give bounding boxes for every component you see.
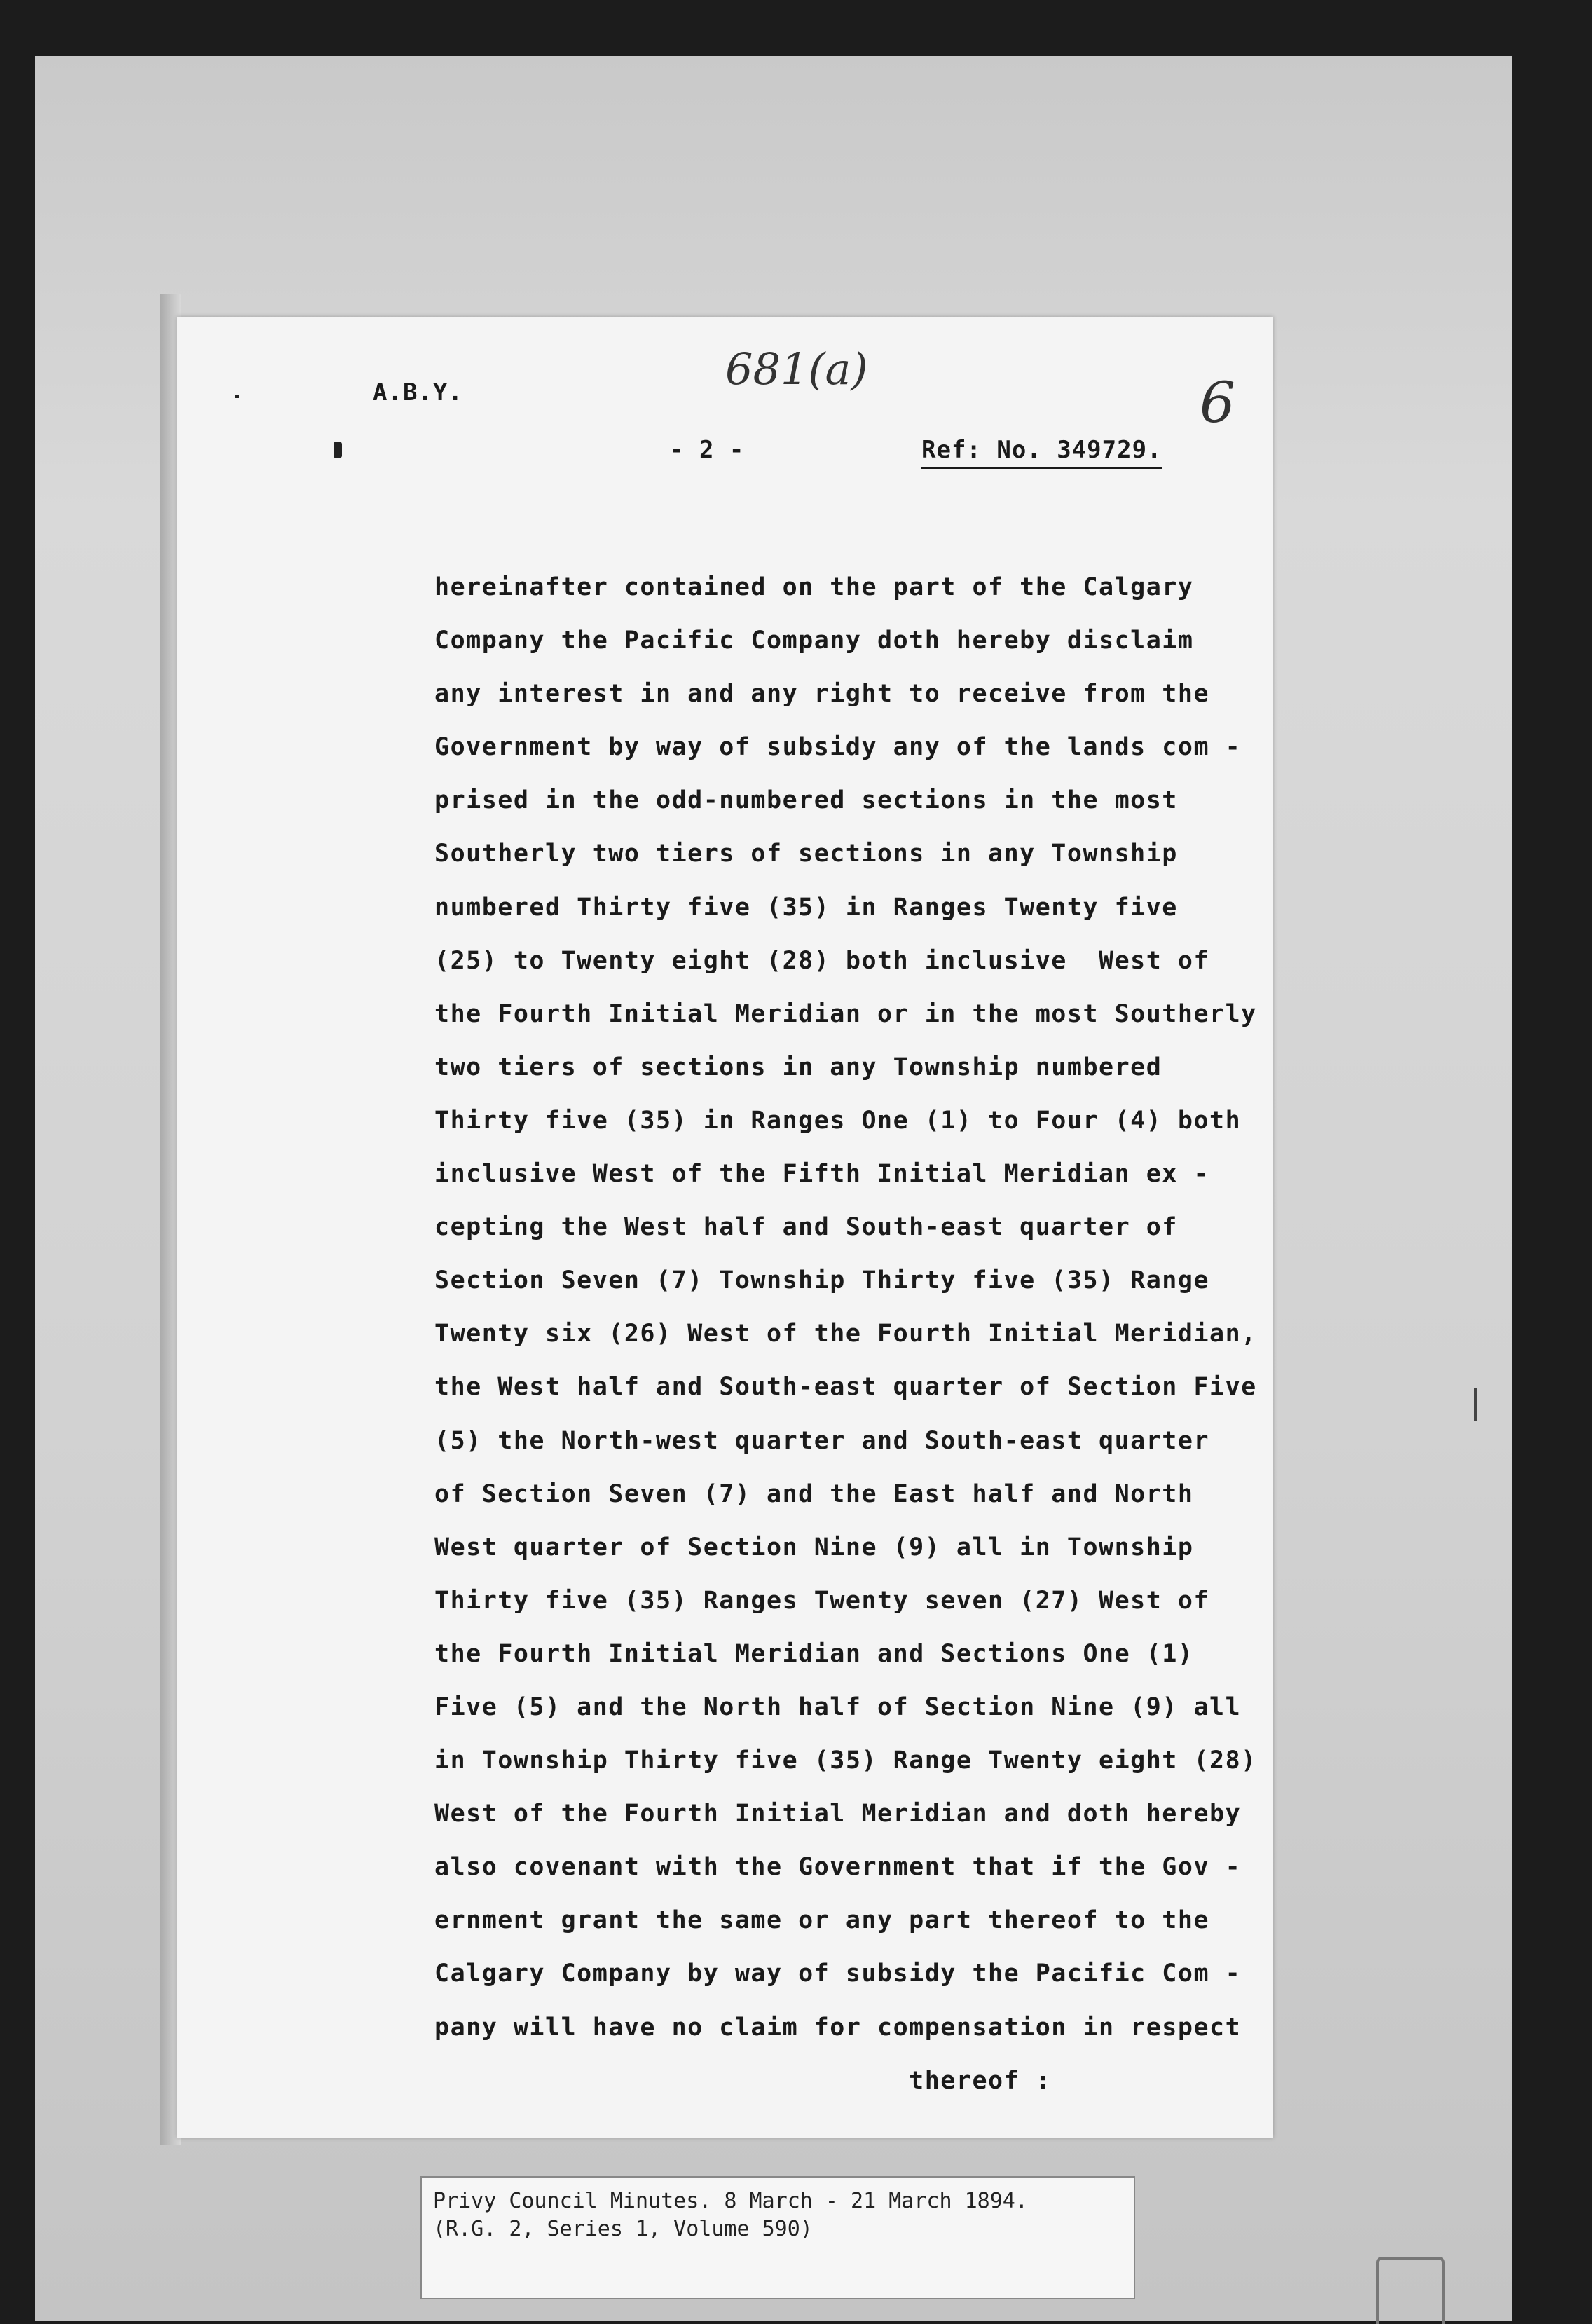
text-line: Calgary Company by way of subsidy the Pacific Com - xyxy=(434,1960,1242,1988)
handwritten-folio-number: 6 xyxy=(1200,370,1235,435)
header-initials: A.B.Y. xyxy=(373,378,463,406)
text-line: (25) to Twenty eight (28) both inclusive West of xyxy=(434,946,1210,975)
binder-clip xyxy=(1376,2257,1445,2324)
caption-line-1: Privy Council Minutes. 8 March - 21 March 1894. xyxy=(433,2189,1028,2213)
text-line: prised in the odd-numbered sections in the most xyxy=(434,786,1178,815)
text-line: West quarter of Section Nine (9) all in Township xyxy=(434,1533,1194,1561)
text-line: any interest in and any right to receive from the xyxy=(434,680,1210,709)
text-line: cepting the West half and South-east quarter of xyxy=(434,1213,1178,1242)
text-line: Section Seven (7) Township Thirty five (35) Range xyxy=(434,1266,1210,1295)
text-line: Twenty six (26) West of the Fourth Initial Meridian, xyxy=(434,1320,1257,1348)
text-line: West of the Fourth Initial Meridian and doth hereby xyxy=(434,1800,1242,1829)
body-text xyxy=(434,561,1257,2107)
text-line: numbered Thirty five (35) in Ranges Twenty five xyxy=(434,893,1178,922)
text-line: in Township Thirty five (35) Range Twenty eight (28) xyxy=(434,1747,1257,1775)
caption-line-2: (R.G. 2, Series 1, Volume 590) xyxy=(433,2217,813,2241)
text-line: hereinafter contained on the part of the Calgary xyxy=(434,573,1194,601)
punch-mark xyxy=(334,442,342,458)
punch-mark xyxy=(235,395,239,398)
text-line: inclusive West of the Fifth Initial Meridian ex - xyxy=(434,1160,1210,1189)
text-line: Five (5) and the North half of Section Nine (9) all xyxy=(434,1693,1242,1721)
text-line: Southerly two tiers of sections in any Township xyxy=(434,840,1178,868)
text-line: (5) the North-west quarter and South-east quarter xyxy=(434,1426,1210,1455)
text-line: Thirty five (35) Ranges Twenty seven (27) West of xyxy=(434,1586,1210,1615)
text-line: ernment grant the same or any part thereof to the xyxy=(434,1906,1210,1935)
text-line: the Fourth Initial Meridian or in the most Southerly xyxy=(434,999,1257,1028)
archive-caption-label xyxy=(420,2176,1135,2299)
text-line: Thirty five (35) in Ranges One (1) to Four (4) both xyxy=(434,1106,1242,1135)
text-line: also covenant with the Government that if the Gov - xyxy=(434,1853,1242,1882)
text-line: of Section Seven (7) and the East half and North xyxy=(434,1479,1194,1508)
text-line: the West half and South-east quarter of Section Five xyxy=(434,1373,1257,1402)
text-line: two tiers of sections in any Township numbered xyxy=(434,1053,1162,1081)
text-line: pany will have no claim for compensation in respect xyxy=(434,2013,1242,2042)
reference-number: Ref: No. 349729. xyxy=(921,436,1162,469)
text-line: Government by way of subsidy any of the lands com - xyxy=(434,733,1242,762)
handwritten-document-number: 681(a) xyxy=(725,343,868,395)
page-number: - 2 - xyxy=(669,436,745,464)
margin-mark xyxy=(1474,1388,1477,1421)
text-line: thereof : xyxy=(434,2066,1052,2095)
text-line: Company the Pacific Company doth hereby disclaim xyxy=(434,627,1194,655)
text-line: the Fourth Initial Meridian and Sections One (1) xyxy=(434,1639,1194,1668)
